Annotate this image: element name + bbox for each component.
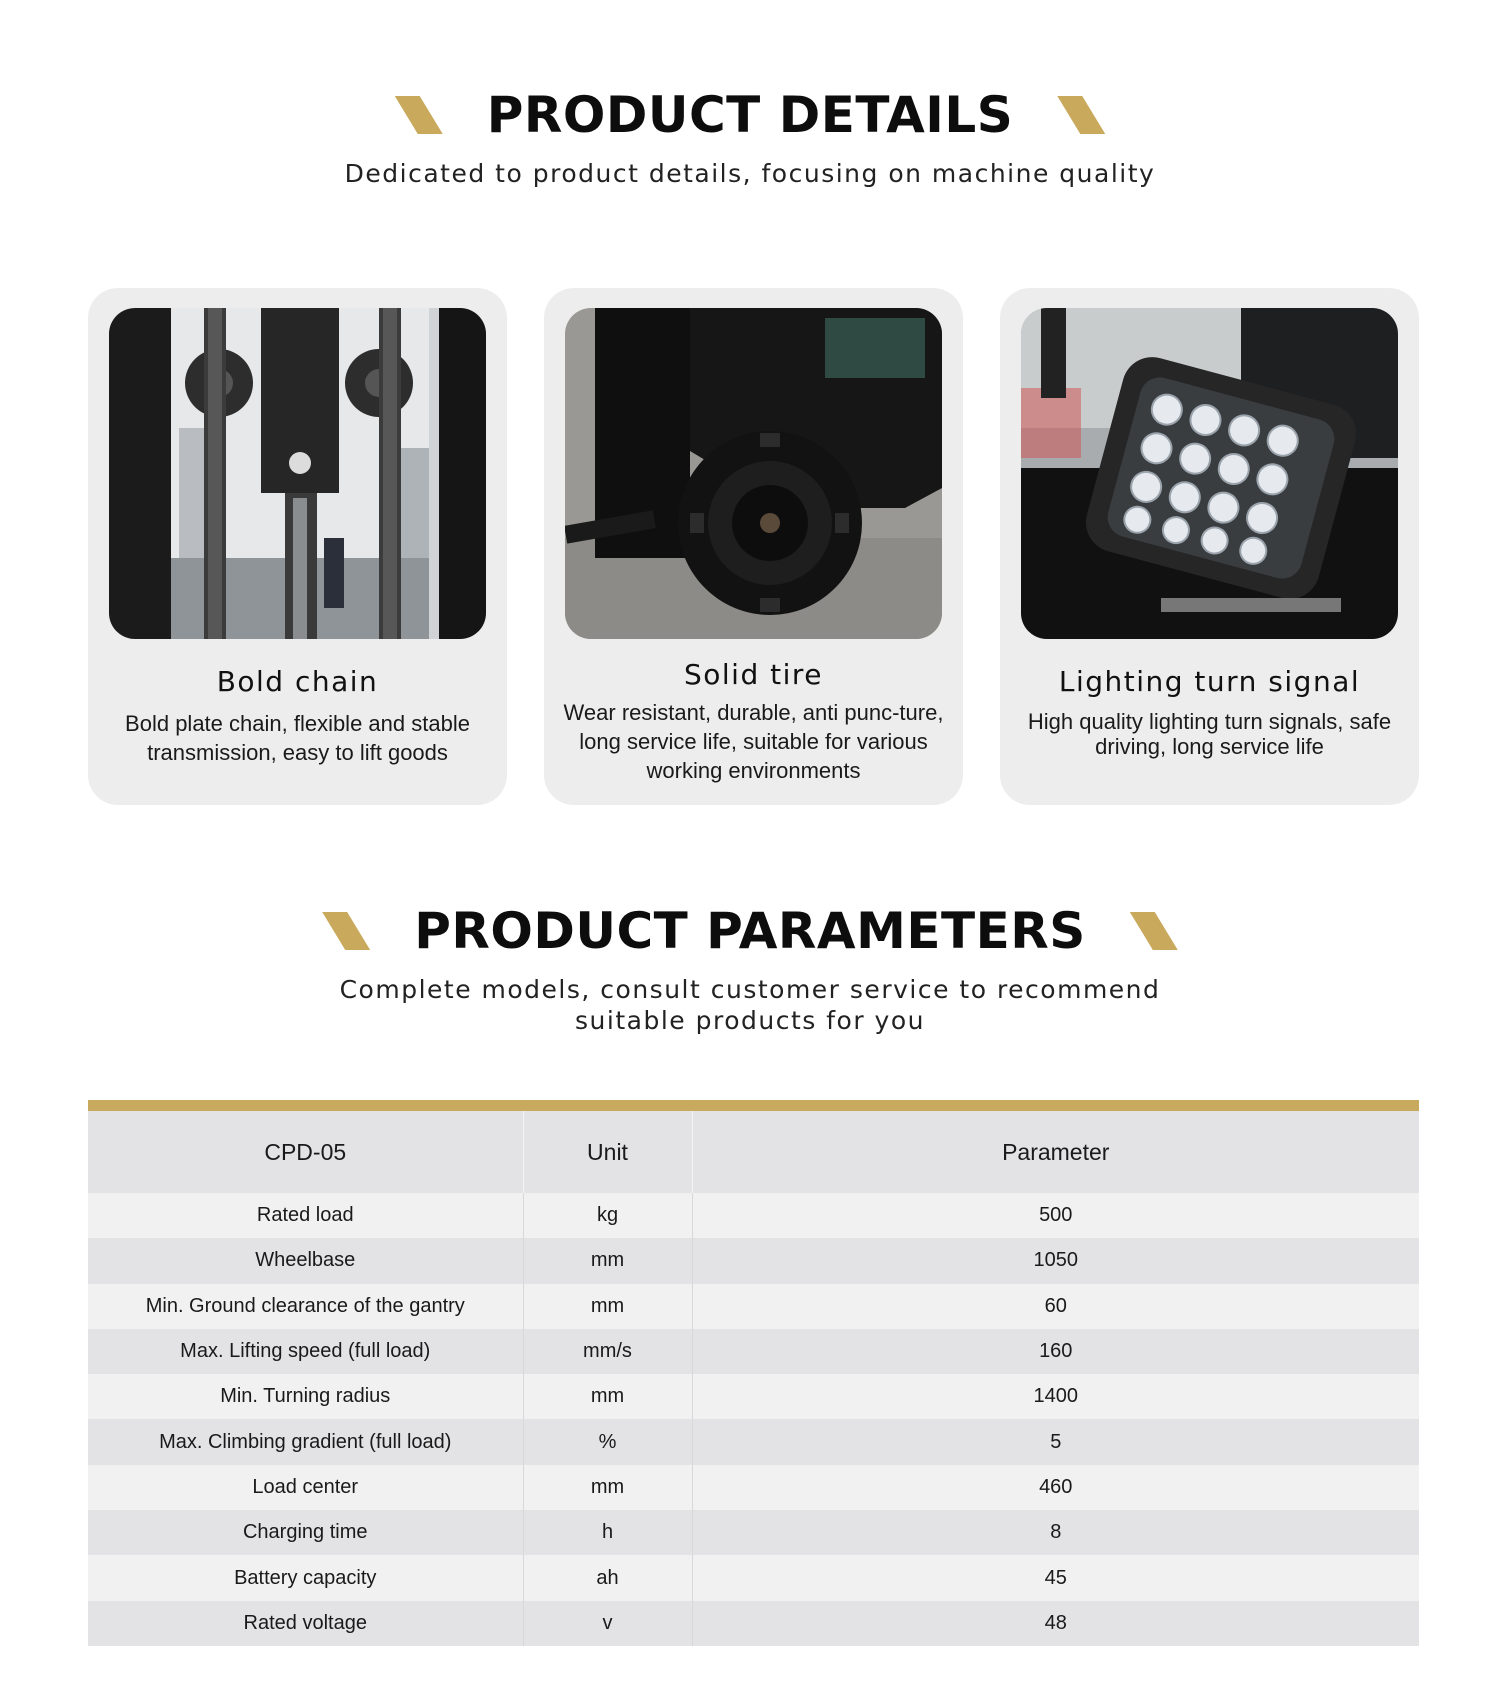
table-row bbox=[88, 1419, 1419, 1464]
param-unit: mm/s bbox=[523, 1329, 692, 1374]
table-accent-bar bbox=[88, 1100, 1419, 1111]
param-value: 5 bbox=[692, 1419, 1419, 1464]
param-unit: ah bbox=[523, 1555, 692, 1600]
chain-image bbox=[109, 308, 486, 639]
card-description: Bold plate chain, flexible and stable transmission, easy to lift goods bbox=[125, 711, 470, 765]
table-row bbox=[88, 1284, 1419, 1329]
parameters-title: PRODUCT PARAMETERS bbox=[414, 902, 1086, 960]
tire-image bbox=[565, 308, 942, 639]
parameters-header bbox=[0, 902, 1500, 1036]
param-unit: kg bbox=[523, 1193, 692, 1238]
light-image bbox=[1021, 308, 1398, 639]
feature-cards bbox=[88, 288, 1419, 805]
param-name: Charging time bbox=[88, 1510, 523, 1555]
param-name: Load center bbox=[88, 1465, 523, 1510]
details-title-row bbox=[0, 86, 1500, 144]
param-value: 1400 bbox=[692, 1374, 1419, 1419]
table-row bbox=[88, 1510, 1419, 1555]
param-unit: mm bbox=[523, 1284, 692, 1329]
param-name: Rated load bbox=[88, 1193, 523, 1238]
table-row bbox=[88, 1601, 1419, 1646]
card-description: Wear resistant, durable, anti punc-ture, long service life, suitable for various working environments bbox=[563, 700, 944, 783]
column-header-parameter: Parameter bbox=[692, 1111, 1419, 1193]
param-value: 48 bbox=[692, 1601, 1419, 1646]
table-header-row bbox=[88, 1111, 1419, 1193]
feature-card-light bbox=[1000, 288, 1419, 805]
param-value: 60 bbox=[692, 1284, 1419, 1329]
param-unit: mm bbox=[523, 1238, 692, 1283]
table-row bbox=[88, 1374, 1419, 1419]
card-title: Lighting turn signal bbox=[1058, 665, 1361, 698]
param-value: 160 bbox=[692, 1329, 1419, 1374]
parameters-subtitle bbox=[320, 974, 1180, 1036]
param-value: 8 bbox=[692, 1510, 1419, 1555]
param-value: 45 bbox=[692, 1555, 1419, 1600]
details-subtitle: Dedicated to product details, focusing on machine quality bbox=[344, 159, 1156, 188]
column-header-model: CPD-05 bbox=[88, 1111, 523, 1193]
parameters-table bbox=[88, 1111, 1419, 1646]
param-value: 1050 bbox=[692, 1238, 1419, 1283]
param-unit: mm bbox=[523, 1374, 692, 1419]
gold-slash-icon bbox=[322, 912, 370, 950]
parameters-title-row bbox=[0, 902, 1500, 960]
param-name: Rated voltage bbox=[88, 1601, 523, 1646]
param-name: Max. Climbing gradient (full load) bbox=[88, 1419, 523, 1464]
card-description: High quality lighting turn signals, safe driving, long service life bbox=[1027, 709, 1392, 759]
feature-card-chain bbox=[88, 288, 507, 805]
param-unit: v bbox=[523, 1601, 692, 1646]
param-unit: mm bbox=[523, 1465, 692, 1510]
table-row bbox=[88, 1238, 1419, 1283]
details-title: PRODUCT DETAILS bbox=[486, 86, 1014, 144]
param-unit: % bbox=[523, 1419, 692, 1464]
column-header-unit: Unit bbox=[523, 1111, 692, 1193]
card-title: Bold chain bbox=[216, 665, 379, 698]
table-row bbox=[88, 1465, 1419, 1510]
feature-card-tire bbox=[544, 288, 963, 805]
card-title: Solid tire bbox=[683, 658, 824, 691]
param-name: Min. Ground clearance of the gantry bbox=[88, 1284, 523, 1329]
param-unit: h bbox=[523, 1510, 692, 1555]
gold-slash-icon bbox=[395, 96, 443, 134]
param-name: Min. Turning radius bbox=[88, 1374, 523, 1419]
param-value: 460 bbox=[692, 1465, 1419, 1510]
param-value: 500 bbox=[692, 1193, 1419, 1238]
parameters-subtitle-text: Complete models, consult customer service to recommend suitable products for you bbox=[339, 975, 1161, 1035]
param-name: Max. Lifting speed (full load) bbox=[88, 1329, 523, 1374]
table-row bbox=[88, 1329, 1419, 1374]
param-name: Wheelbase bbox=[88, 1238, 523, 1283]
gold-slash-icon bbox=[1130, 912, 1178, 950]
param-name: Battery capacity bbox=[88, 1555, 523, 1600]
gold-slash-icon bbox=[1057, 96, 1105, 134]
details-header bbox=[0, 86, 1500, 189]
table-row bbox=[88, 1555, 1419, 1600]
table-row bbox=[88, 1193, 1419, 1238]
